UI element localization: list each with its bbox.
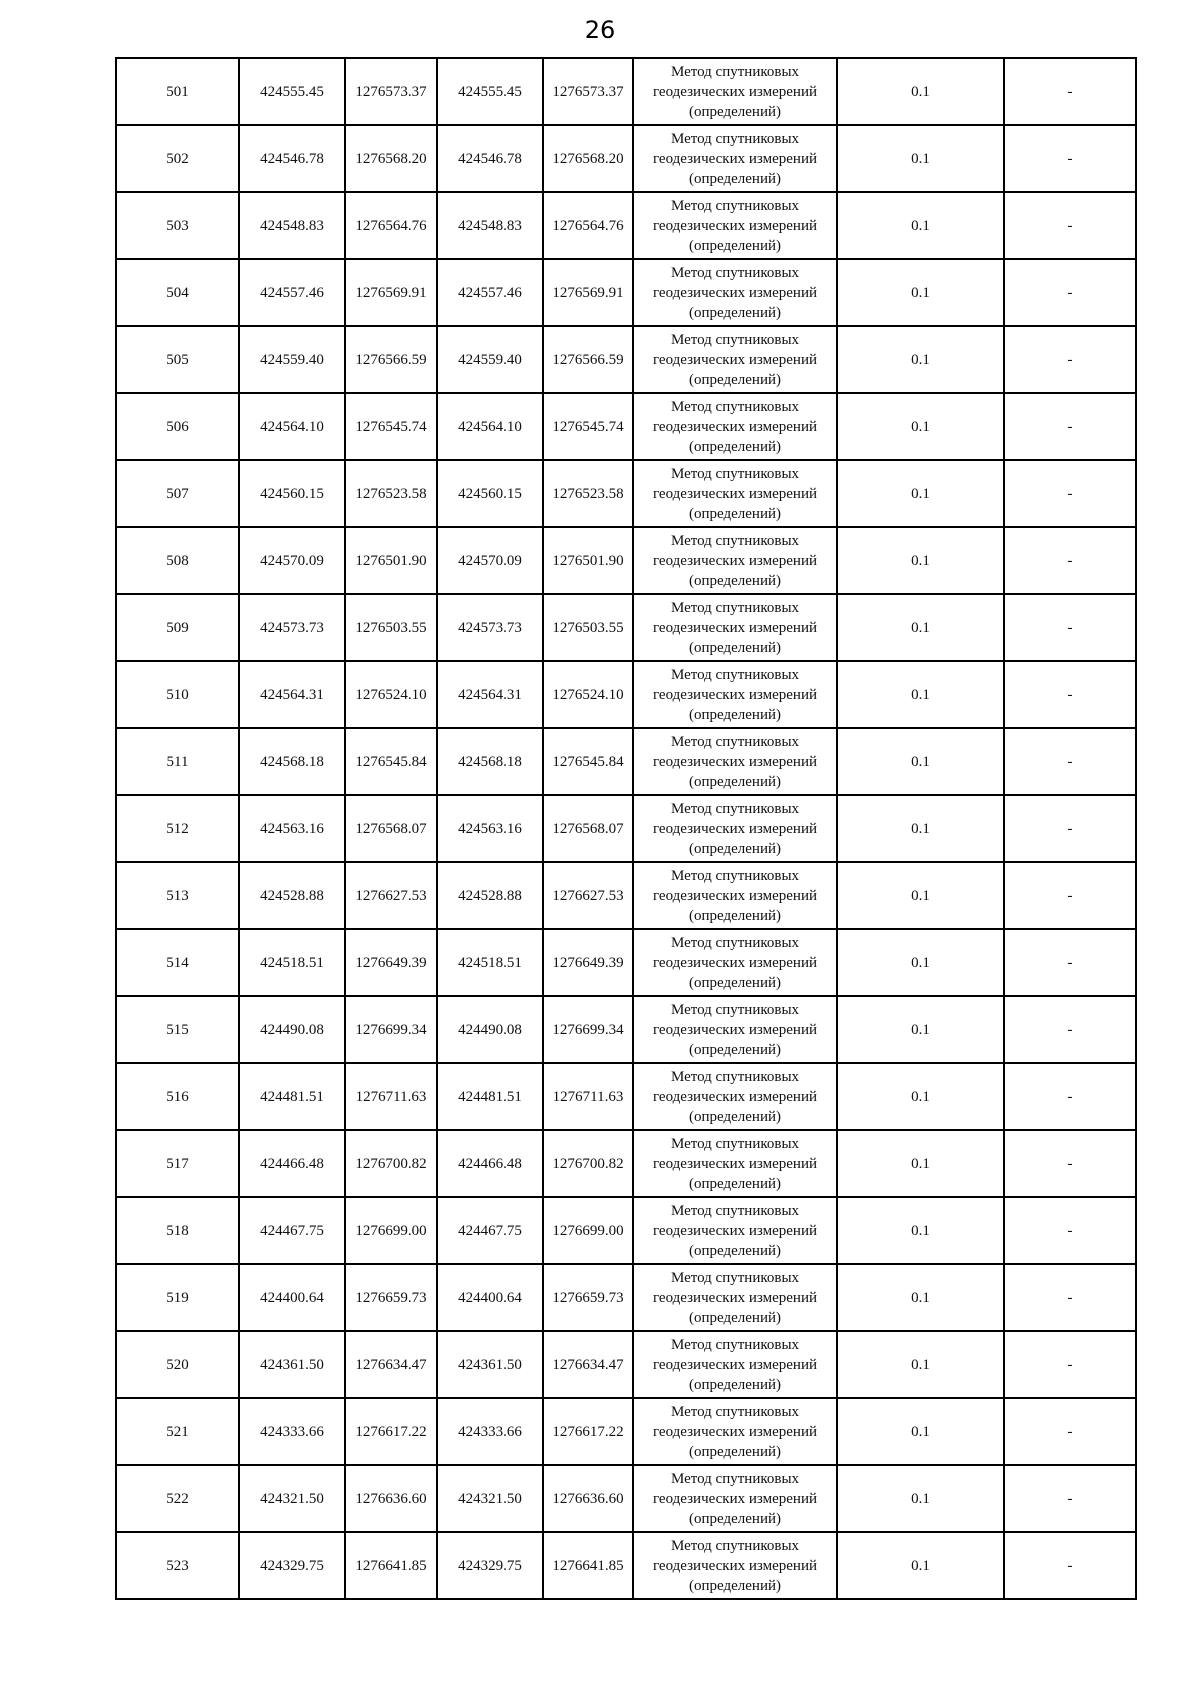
y-existing-cell: 1276569.91 (345, 259, 437, 326)
method-line: (определений) (689, 1309, 781, 1326)
note-cell: - (1004, 862, 1136, 929)
y-refined-cell: 1276700.82 (543, 1130, 633, 1197)
y-refined-cell: 1276699.34 (543, 996, 633, 1063)
precision-cell: 0.1 (837, 1063, 1004, 1130)
method-line: (определений) (689, 505, 781, 522)
table-row (116, 58, 1136, 125)
method-cell (633, 1465, 837, 1532)
x-existing-cell: 424361.50 (239, 1331, 345, 1398)
method-line: (определений) (689, 840, 781, 857)
method-line: Метод спутниковых (670, 197, 800, 214)
method-cell (633, 929, 837, 996)
precision-cell: 0.1 (837, 1465, 1004, 1532)
x-refined-cell: 424568.18 (437, 728, 543, 795)
page-number: 26 (584, 16, 616, 44)
note-cell: - (1004, 661, 1136, 728)
y-existing-cell: 1276501.90 (345, 527, 437, 594)
x-existing-cell: 424559.40 (239, 326, 345, 393)
y-refined-cell: 1276564.76 (543, 192, 633, 259)
method-cell (633, 460, 837, 527)
method-line: Метод спутниковых (670, 800, 800, 817)
method-line: геодезических измерений (652, 1021, 818, 1038)
method-cell (633, 996, 837, 1063)
method-line: (определений) (689, 1510, 781, 1527)
point-number-cell: 516 (116, 1063, 239, 1130)
note-cell: - (1004, 1465, 1136, 1532)
point-number-cell: 509 (116, 594, 239, 661)
note-cell: - (1004, 594, 1136, 661)
method-line: геодезических измерений (652, 485, 818, 502)
y-refined-cell: 1276524.10 (543, 661, 633, 728)
method-cell (633, 728, 837, 795)
method-cell (633, 1398, 837, 1465)
note-cell: - (1004, 1197, 1136, 1264)
y-existing-cell: 1276641.85 (345, 1532, 437, 1599)
method-line: (определений) (689, 1108, 781, 1125)
method-cell (633, 58, 837, 125)
table-row (116, 1130, 1136, 1197)
point-number-cell: 519 (116, 1264, 239, 1331)
method-line: Метод спутниковых (670, 1470, 800, 1487)
point-number-cell: 523 (116, 1532, 239, 1599)
method-line: геодезических измерений (652, 1423, 818, 1440)
note-cell: - (1004, 259, 1136, 326)
method-line: Метод спутниковых (670, 934, 800, 951)
y-existing-cell: 1276573.37 (345, 58, 437, 125)
table-row (116, 996, 1136, 1063)
method-line: Метод спутниковых (670, 130, 800, 147)
y-existing-cell: 1276564.76 (345, 192, 437, 259)
x-existing-cell: 424400.64 (239, 1264, 345, 1331)
method-line: Метод спутниковых (670, 1336, 800, 1353)
method-line: Метод спутниковых (670, 532, 800, 549)
y-refined-cell: 1276636.60 (543, 1465, 633, 1532)
y-existing-cell: 1276524.10 (345, 661, 437, 728)
coordinates-table (115, 57, 1137, 1600)
table-row (116, 1532, 1136, 1599)
point-number-cell: 515 (116, 996, 239, 1063)
x-existing-cell: 424560.15 (239, 460, 345, 527)
table-row (116, 1465, 1136, 1532)
method-line: геодезических измерений (652, 820, 818, 837)
point-number-cell: 512 (116, 795, 239, 862)
method-cell (633, 1264, 837, 1331)
x-existing-cell: 424467.75 (239, 1197, 345, 1264)
method-line: Метод спутниковых (670, 264, 800, 281)
table-row (116, 1398, 1136, 1465)
table-row (116, 1331, 1136, 1398)
method-line: Метод спутниковых (670, 331, 800, 348)
point-number-cell: 506 (116, 393, 239, 460)
x-refined-cell: 424400.64 (437, 1264, 543, 1331)
y-existing-cell: 1276634.47 (345, 1331, 437, 1398)
y-existing-cell: 1276568.07 (345, 795, 437, 862)
table-row (116, 728, 1136, 795)
method-line: геодезических измерений (652, 686, 818, 703)
precision-cell: 0.1 (837, 661, 1004, 728)
method-cell (633, 393, 837, 460)
y-refined-cell: 1276545.74 (543, 393, 633, 460)
note-cell: - (1004, 1532, 1136, 1599)
method-cell (633, 661, 837, 728)
point-number-cell: 517 (116, 1130, 239, 1197)
table-row (116, 1063, 1136, 1130)
x-refined-cell: 424560.15 (437, 460, 543, 527)
method-line: Метод спутниковых (670, 63, 800, 80)
precision-cell: 0.1 (837, 1532, 1004, 1599)
note-cell: - (1004, 1331, 1136, 1398)
x-refined-cell: 424490.08 (437, 996, 543, 1063)
note-cell: - (1004, 1264, 1136, 1331)
method-line: геодезических измерений (652, 351, 818, 368)
x-existing-cell: 424321.50 (239, 1465, 345, 1532)
method-line: геодезических измерений (652, 284, 818, 301)
table-row (116, 795, 1136, 862)
method-cell (633, 1331, 837, 1398)
y-existing-cell: 1276545.74 (345, 393, 437, 460)
note-cell: - (1004, 929, 1136, 996)
precision-cell: 0.1 (837, 929, 1004, 996)
method-line: (определений) (689, 1175, 781, 1192)
method-cell (633, 192, 837, 259)
method-line: Метод спутниковых (670, 398, 800, 415)
precision-cell: 0.1 (837, 125, 1004, 192)
point-number-cell: 521 (116, 1398, 239, 1465)
y-refined-cell: 1276569.91 (543, 259, 633, 326)
x-existing-cell: 424518.51 (239, 929, 345, 996)
x-existing-cell: 424333.66 (239, 1398, 345, 1465)
method-line: (определений) (689, 773, 781, 790)
y-refined-cell: 1276659.73 (543, 1264, 633, 1331)
precision-cell: 0.1 (837, 996, 1004, 1063)
x-existing-cell: 424555.45 (239, 58, 345, 125)
x-refined-cell: 424548.83 (437, 192, 543, 259)
point-number-cell: 503 (116, 192, 239, 259)
y-existing-cell: 1276545.84 (345, 728, 437, 795)
y-refined-cell: 1276568.20 (543, 125, 633, 192)
method-cell (633, 326, 837, 393)
x-refined-cell: 424466.48 (437, 1130, 543, 1197)
y-refined-cell: 1276545.84 (543, 728, 633, 795)
x-existing-cell: 424564.10 (239, 393, 345, 460)
y-refined-cell: 1276501.90 (543, 527, 633, 594)
method-line: (определений) (689, 103, 781, 120)
y-refined-cell: 1276573.37 (543, 58, 633, 125)
method-line: геодезических измерений (652, 1356, 818, 1373)
method-line: (определений) (689, 572, 781, 589)
precision-cell: 0.1 (837, 862, 1004, 929)
x-existing-cell: 424466.48 (239, 1130, 345, 1197)
method-line: геодезических измерений (652, 552, 818, 569)
method-cell (633, 125, 837, 192)
y-refined-cell: 1276503.55 (543, 594, 633, 661)
method-cell (633, 1130, 837, 1197)
method-line: геодезических измерений (652, 1490, 818, 1507)
table-row (116, 594, 1136, 661)
x-existing-cell: 424573.73 (239, 594, 345, 661)
method-line: Метод спутниковых (670, 1403, 800, 1420)
y-refined-cell: 1276699.00 (543, 1197, 633, 1264)
y-refined-cell: 1276566.59 (543, 326, 633, 393)
method-line: геодезических измерений (652, 619, 818, 636)
x-existing-cell: 424548.83 (239, 192, 345, 259)
method-line: Метод спутниковых (670, 1001, 800, 1018)
x-existing-cell: 424528.88 (239, 862, 345, 929)
table-row (116, 259, 1136, 326)
method-line: геодезических измерений (652, 217, 818, 234)
method-line: (определений) (689, 1376, 781, 1393)
precision-cell: 0.1 (837, 728, 1004, 795)
x-existing-cell: 424564.31 (239, 661, 345, 728)
note-cell: - (1004, 1398, 1136, 1465)
y-existing-cell: 1276711.63 (345, 1063, 437, 1130)
method-cell (633, 1063, 837, 1130)
point-number-cell: 510 (116, 661, 239, 728)
precision-cell: 0.1 (837, 1197, 1004, 1264)
method-line: геодезических измерений (652, 1289, 818, 1306)
point-number-cell: 514 (116, 929, 239, 996)
x-refined-cell: 424559.40 (437, 326, 543, 393)
precision-cell: 0.1 (837, 1398, 1004, 1465)
point-number-cell: 513 (116, 862, 239, 929)
method-line: геодезических измерений (652, 418, 818, 435)
x-refined-cell: 424467.75 (437, 1197, 543, 1264)
y-existing-cell: 1276636.60 (345, 1465, 437, 1532)
y-refined-cell: 1276711.63 (543, 1063, 633, 1130)
method-line: Метод спутниковых (670, 1269, 800, 1286)
method-line: геодезических измерений (652, 150, 818, 167)
table-row (116, 862, 1136, 929)
y-refined-cell: 1276523.58 (543, 460, 633, 527)
table-row (116, 192, 1136, 259)
x-refined-cell: 424546.78 (437, 125, 543, 192)
y-refined-cell: 1276641.85 (543, 1532, 633, 1599)
x-existing-cell: 424570.09 (239, 527, 345, 594)
x-refined-cell: 424563.16 (437, 795, 543, 862)
x-refined-cell: 424481.51 (437, 1063, 543, 1130)
method-line: (определений) (689, 170, 781, 187)
x-refined-cell: 424557.46 (437, 259, 543, 326)
table-row (116, 326, 1136, 393)
precision-cell: 0.1 (837, 460, 1004, 527)
table-row (116, 527, 1136, 594)
y-existing-cell: 1276627.53 (345, 862, 437, 929)
note-cell: - (1004, 58, 1136, 125)
x-existing-cell: 424490.08 (239, 996, 345, 1063)
y-refined-cell: 1276634.47 (543, 1331, 633, 1398)
point-number-cell: 511 (116, 728, 239, 795)
precision-cell: 0.1 (837, 58, 1004, 125)
y-existing-cell: 1276649.39 (345, 929, 437, 996)
method-line: геодезических измерений (652, 954, 818, 971)
precision-cell: 0.1 (837, 594, 1004, 661)
method-cell (633, 795, 837, 862)
y-existing-cell: 1276523.58 (345, 460, 437, 527)
y-refined-cell: 1276568.07 (543, 795, 633, 862)
method-cell (633, 1197, 837, 1264)
method-cell (633, 527, 837, 594)
x-refined-cell: 424564.31 (437, 661, 543, 728)
method-line: Метод спутниковых (670, 1202, 800, 1219)
note-cell: - (1004, 996, 1136, 1063)
note-cell: - (1004, 125, 1136, 192)
point-number-cell: 522 (116, 1465, 239, 1532)
note-cell: - (1004, 795, 1136, 862)
x-refined-cell: 424564.10 (437, 393, 543, 460)
y-existing-cell: 1276699.00 (345, 1197, 437, 1264)
table-row (116, 125, 1136, 192)
note-cell: - (1004, 1130, 1136, 1197)
x-existing-cell: 424568.18 (239, 728, 345, 795)
x-refined-cell: 424321.50 (437, 1465, 543, 1532)
method-cell (633, 259, 837, 326)
method-line: (определений) (689, 639, 781, 656)
x-refined-cell: 424361.50 (437, 1331, 543, 1398)
method-line: Метод спутниковых (670, 599, 800, 616)
precision-cell: 0.1 (837, 326, 1004, 393)
note-cell: - (1004, 192, 1136, 259)
x-refined-cell: 424570.09 (437, 527, 543, 594)
table-row (116, 929, 1136, 996)
method-line: (определений) (689, 1041, 781, 1058)
y-existing-cell: 1276568.20 (345, 125, 437, 192)
method-line: геодезических измерений (652, 83, 818, 100)
x-existing-cell: 424481.51 (239, 1063, 345, 1130)
point-number-cell: 520 (116, 1331, 239, 1398)
method-line: (определений) (689, 371, 781, 388)
method-line: геодезических измерений (652, 1088, 818, 1105)
table-row (116, 1197, 1136, 1264)
table-row (116, 460, 1136, 527)
note-cell: - (1004, 393, 1136, 460)
point-number-cell: 502 (116, 125, 239, 192)
y-refined-cell: 1276617.22 (543, 1398, 633, 1465)
precision-cell: 0.1 (837, 259, 1004, 326)
method-line: геодезических измерений (652, 1557, 818, 1574)
method-cell (633, 862, 837, 929)
method-line: Метод спутниковых (670, 465, 800, 482)
y-existing-cell: 1276617.22 (345, 1398, 437, 1465)
table-row (116, 393, 1136, 460)
y-refined-cell: 1276627.53 (543, 862, 633, 929)
x-existing-cell: 424329.75 (239, 1532, 345, 1599)
method-line: Метод спутниковых (670, 733, 800, 750)
table-row (116, 1264, 1136, 1331)
x-refined-cell: 424333.66 (437, 1398, 543, 1465)
method-cell (633, 594, 837, 661)
precision-cell: 0.1 (837, 795, 1004, 862)
y-existing-cell: 1276700.82 (345, 1130, 437, 1197)
x-existing-cell: 424563.16 (239, 795, 345, 862)
y-existing-cell: 1276566.59 (345, 326, 437, 393)
method-line: геодезических измерений (652, 1155, 818, 1172)
table-row (116, 661, 1136, 728)
table-body (116, 58, 1136, 1599)
method-line: (определений) (689, 438, 781, 455)
y-existing-cell: 1276699.34 (345, 996, 437, 1063)
point-number-cell: 505 (116, 326, 239, 393)
x-refined-cell: 424555.45 (437, 58, 543, 125)
precision-cell: 0.1 (837, 192, 1004, 259)
note-cell: - (1004, 527, 1136, 594)
precision-cell: 0.1 (837, 1130, 1004, 1197)
method-line: Метод спутниковых (670, 1537, 800, 1554)
point-number-cell: 507 (116, 460, 239, 527)
note-cell: - (1004, 1063, 1136, 1130)
method-line: (определений) (689, 1242, 781, 1259)
x-existing-cell: 424557.46 (239, 259, 345, 326)
method-cell (633, 1532, 837, 1599)
x-existing-cell: 424546.78 (239, 125, 345, 192)
method-line: (определений) (689, 304, 781, 321)
y-existing-cell: 1276659.73 (345, 1264, 437, 1331)
note-cell: - (1004, 460, 1136, 527)
point-number-cell: 508 (116, 527, 239, 594)
method-line: Метод спутниковых (670, 666, 800, 683)
method-line: Метод спутниковых (670, 1068, 800, 1085)
x-refined-cell: 424573.73 (437, 594, 543, 661)
note-cell: - (1004, 728, 1136, 795)
note-cell: - (1004, 326, 1136, 393)
precision-cell: 0.1 (837, 527, 1004, 594)
point-number-cell: 518 (116, 1197, 239, 1264)
method-line: (определений) (689, 974, 781, 991)
point-number-cell: 501 (116, 58, 239, 125)
method-line: геодезических измерений (652, 753, 818, 770)
method-line: Метод спутниковых (670, 867, 800, 884)
method-line: Метод спутниковых (670, 1135, 800, 1152)
precision-cell: 0.1 (837, 1264, 1004, 1331)
method-line: (определений) (689, 1577, 781, 1594)
method-line: (определений) (689, 907, 781, 924)
x-refined-cell: 424329.75 (437, 1532, 543, 1599)
y-existing-cell: 1276503.55 (345, 594, 437, 661)
method-line: (определений) (689, 237, 781, 254)
x-refined-cell: 424518.51 (437, 929, 543, 996)
method-line: геодезических измерений (652, 1222, 818, 1239)
method-line: (определений) (689, 706, 781, 723)
point-number-cell: 504 (116, 259, 239, 326)
precision-cell: 0.1 (837, 393, 1004, 460)
precision-cell: 0.1 (837, 1331, 1004, 1398)
x-refined-cell: 424528.88 (437, 862, 543, 929)
y-refined-cell: 1276649.39 (543, 929, 633, 996)
method-line: (определений) (689, 1443, 781, 1460)
method-line: геодезических измерений (652, 887, 818, 904)
